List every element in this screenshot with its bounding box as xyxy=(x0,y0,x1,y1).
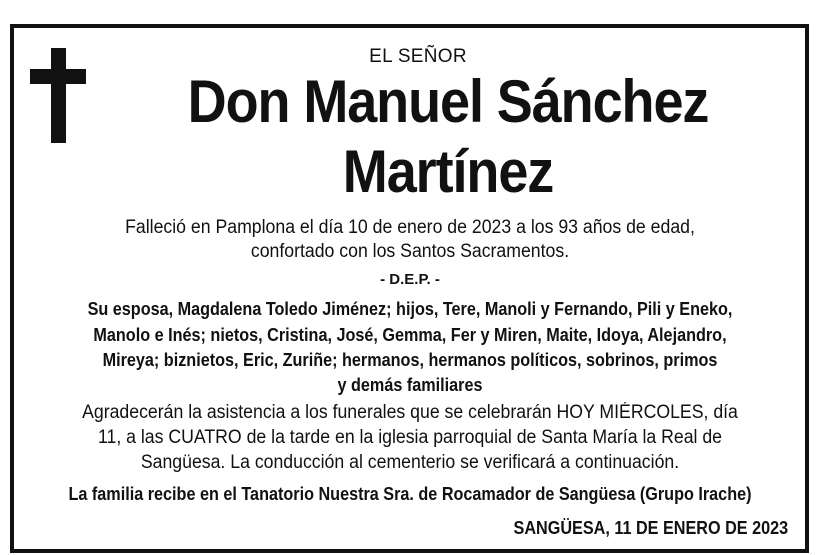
death-info-line1: Falleció en Pamplona el día 10 de enero de 2023 a los 93 años de edad, xyxy=(125,217,695,238)
wake-location: La familia recibe en el Tanatorio Nuestra Sra. de Rocamador de Sangüesa (Grupo Irache) xyxy=(68,484,752,504)
notice-heading: EL SEÑOR xyxy=(369,46,467,67)
deceased-name-line2: Martínez xyxy=(342,138,554,205)
family-line: Su esposa, Magdalena Toledo Jiménez; hijos, Tere, Manoli y Fernando, Pili y Eneko, xyxy=(87,299,733,319)
family-line: Manolo e Inés; nietos, Cristina, José, Gemma, Fer y Miren, Maite, Idoya, Alejandro, xyxy=(93,325,727,345)
family-line: Mireya; biznietos, Eric, Zuriñe; hermanos, hermanos políticos, sobrinos, primos xyxy=(102,350,718,370)
cross-horizontal-bar xyxy=(30,69,86,84)
family-line: y demás familiares xyxy=(337,375,483,395)
place-and-date: SANGÜESA, 11 DE ENERO DE 2023 xyxy=(513,518,788,538)
dep-mark: - D.E.P. - xyxy=(380,271,440,288)
funeral-line: Agradecerán la asistencia a los funerales que se celebrarán HOY MIÉRCOLES, día xyxy=(82,402,738,423)
deceased-name-line1: Don Manuel Sánchez xyxy=(187,68,709,135)
funeral-line: Sangüesa. La conducción al cementerio se verificará a continuación. xyxy=(140,452,680,473)
funeral-line: 11, a las CUATRO de la tarde en la iglesia parroquial de Santa María la Real de xyxy=(97,427,723,448)
death-info-line2: confortado con los Santos Sacramentos. xyxy=(250,241,570,262)
